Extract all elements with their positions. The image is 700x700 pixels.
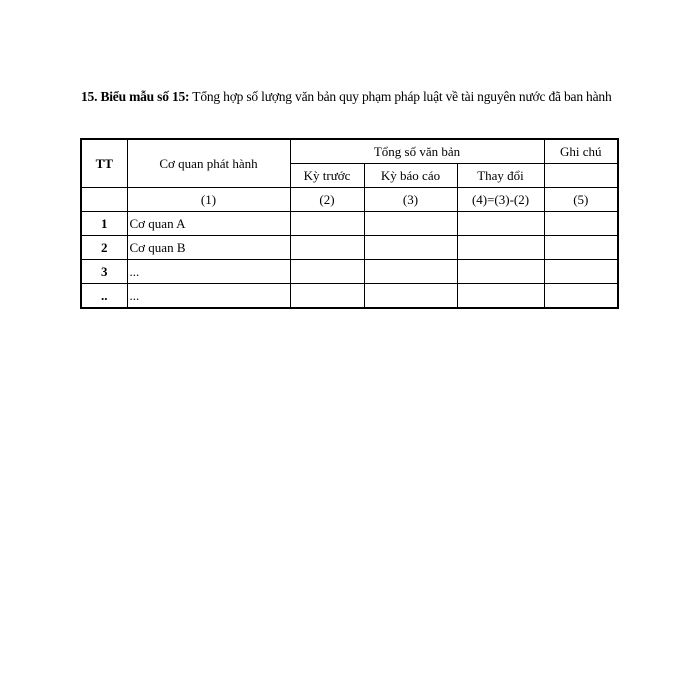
table-row [81, 212, 618, 236]
index-row [81, 188, 618, 212]
cell-empty [544, 236, 618, 260]
row-tt: .. [81, 284, 127, 309]
cell-empty [544, 212, 618, 236]
header-tt: TT [81, 139, 127, 188]
header-agency: Cơ quan phát hành [127, 139, 290, 188]
row-tt: 1 [81, 212, 127, 236]
form-heading [81, 88, 621, 106]
header-change: Thay đổi [457, 164, 544, 188]
table-row [81, 260, 618, 284]
row-tt: 3 [81, 260, 127, 284]
cell-empty [457, 212, 544, 236]
index-1: (1) [127, 188, 290, 212]
cell-empty [364, 284, 457, 309]
cell-empty [364, 260, 457, 284]
header-note: Ghi chú [544, 139, 618, 164]
index-2: (2) [290, 188, 364, 212]
cell-empty [457, 260, 544, 284]
index-5: (5) [544, 188, 618, 212]
form-number-label: 15. Biểu mẫu số 15: [81, 89, 190, 104]
index-blank [81, 188, 127, 212]
cell-empty [364, 212, 457, 236]
header-row-1 [81, 139, 618, 164]
form-title-text: Tổng hợp số lượng văn bản quy phạm pháp luật về tài nguyên nước đã ban hành [192, 89, 612, 104]
cell-empty [457, 284, 544, 309]
row-agency: Cơ quan A [127, 212, 290, 236]
header-report-period: Kỳ báo cáo [364, 164, 457, 188]
cell-empty [364, 236, 457, 260]
table-row [81, 236, 618, 260]
cell-empty [290, 284, 364, 309]
header-total-docs: Tổng số văn bản [290, 139, 544, 164]
header-note-blank [544, 164, 618, 188]
header-prev-period: Kỳ trước [290, 164, 364, 188]
cell-empty [290, 260, 364, 284]
summary-table [80, 138, 619, 309]
row-agency: ... [127, 284, 290, 309]
cell-empty [290, 236, 364, 260]
index-3: (3) [364, 188, 457, 212]
cell-empty [544, 260, 618, 284]
row-agency: ... [127, 260, 290, 284]
row-agency: Cơ quan B [127, 236, 290, 260]
cell-empty [290, 212, 364, 236]
row-tt: 2 [81, 236, 127, 260]
cell-empty [544, 284, 618, 309]
table-row [81, 284, 618, 309]
index-4: (4)=(3)-(2) [457, 188, 544, 212]
cell-empty [457, 236, 544, 260]
